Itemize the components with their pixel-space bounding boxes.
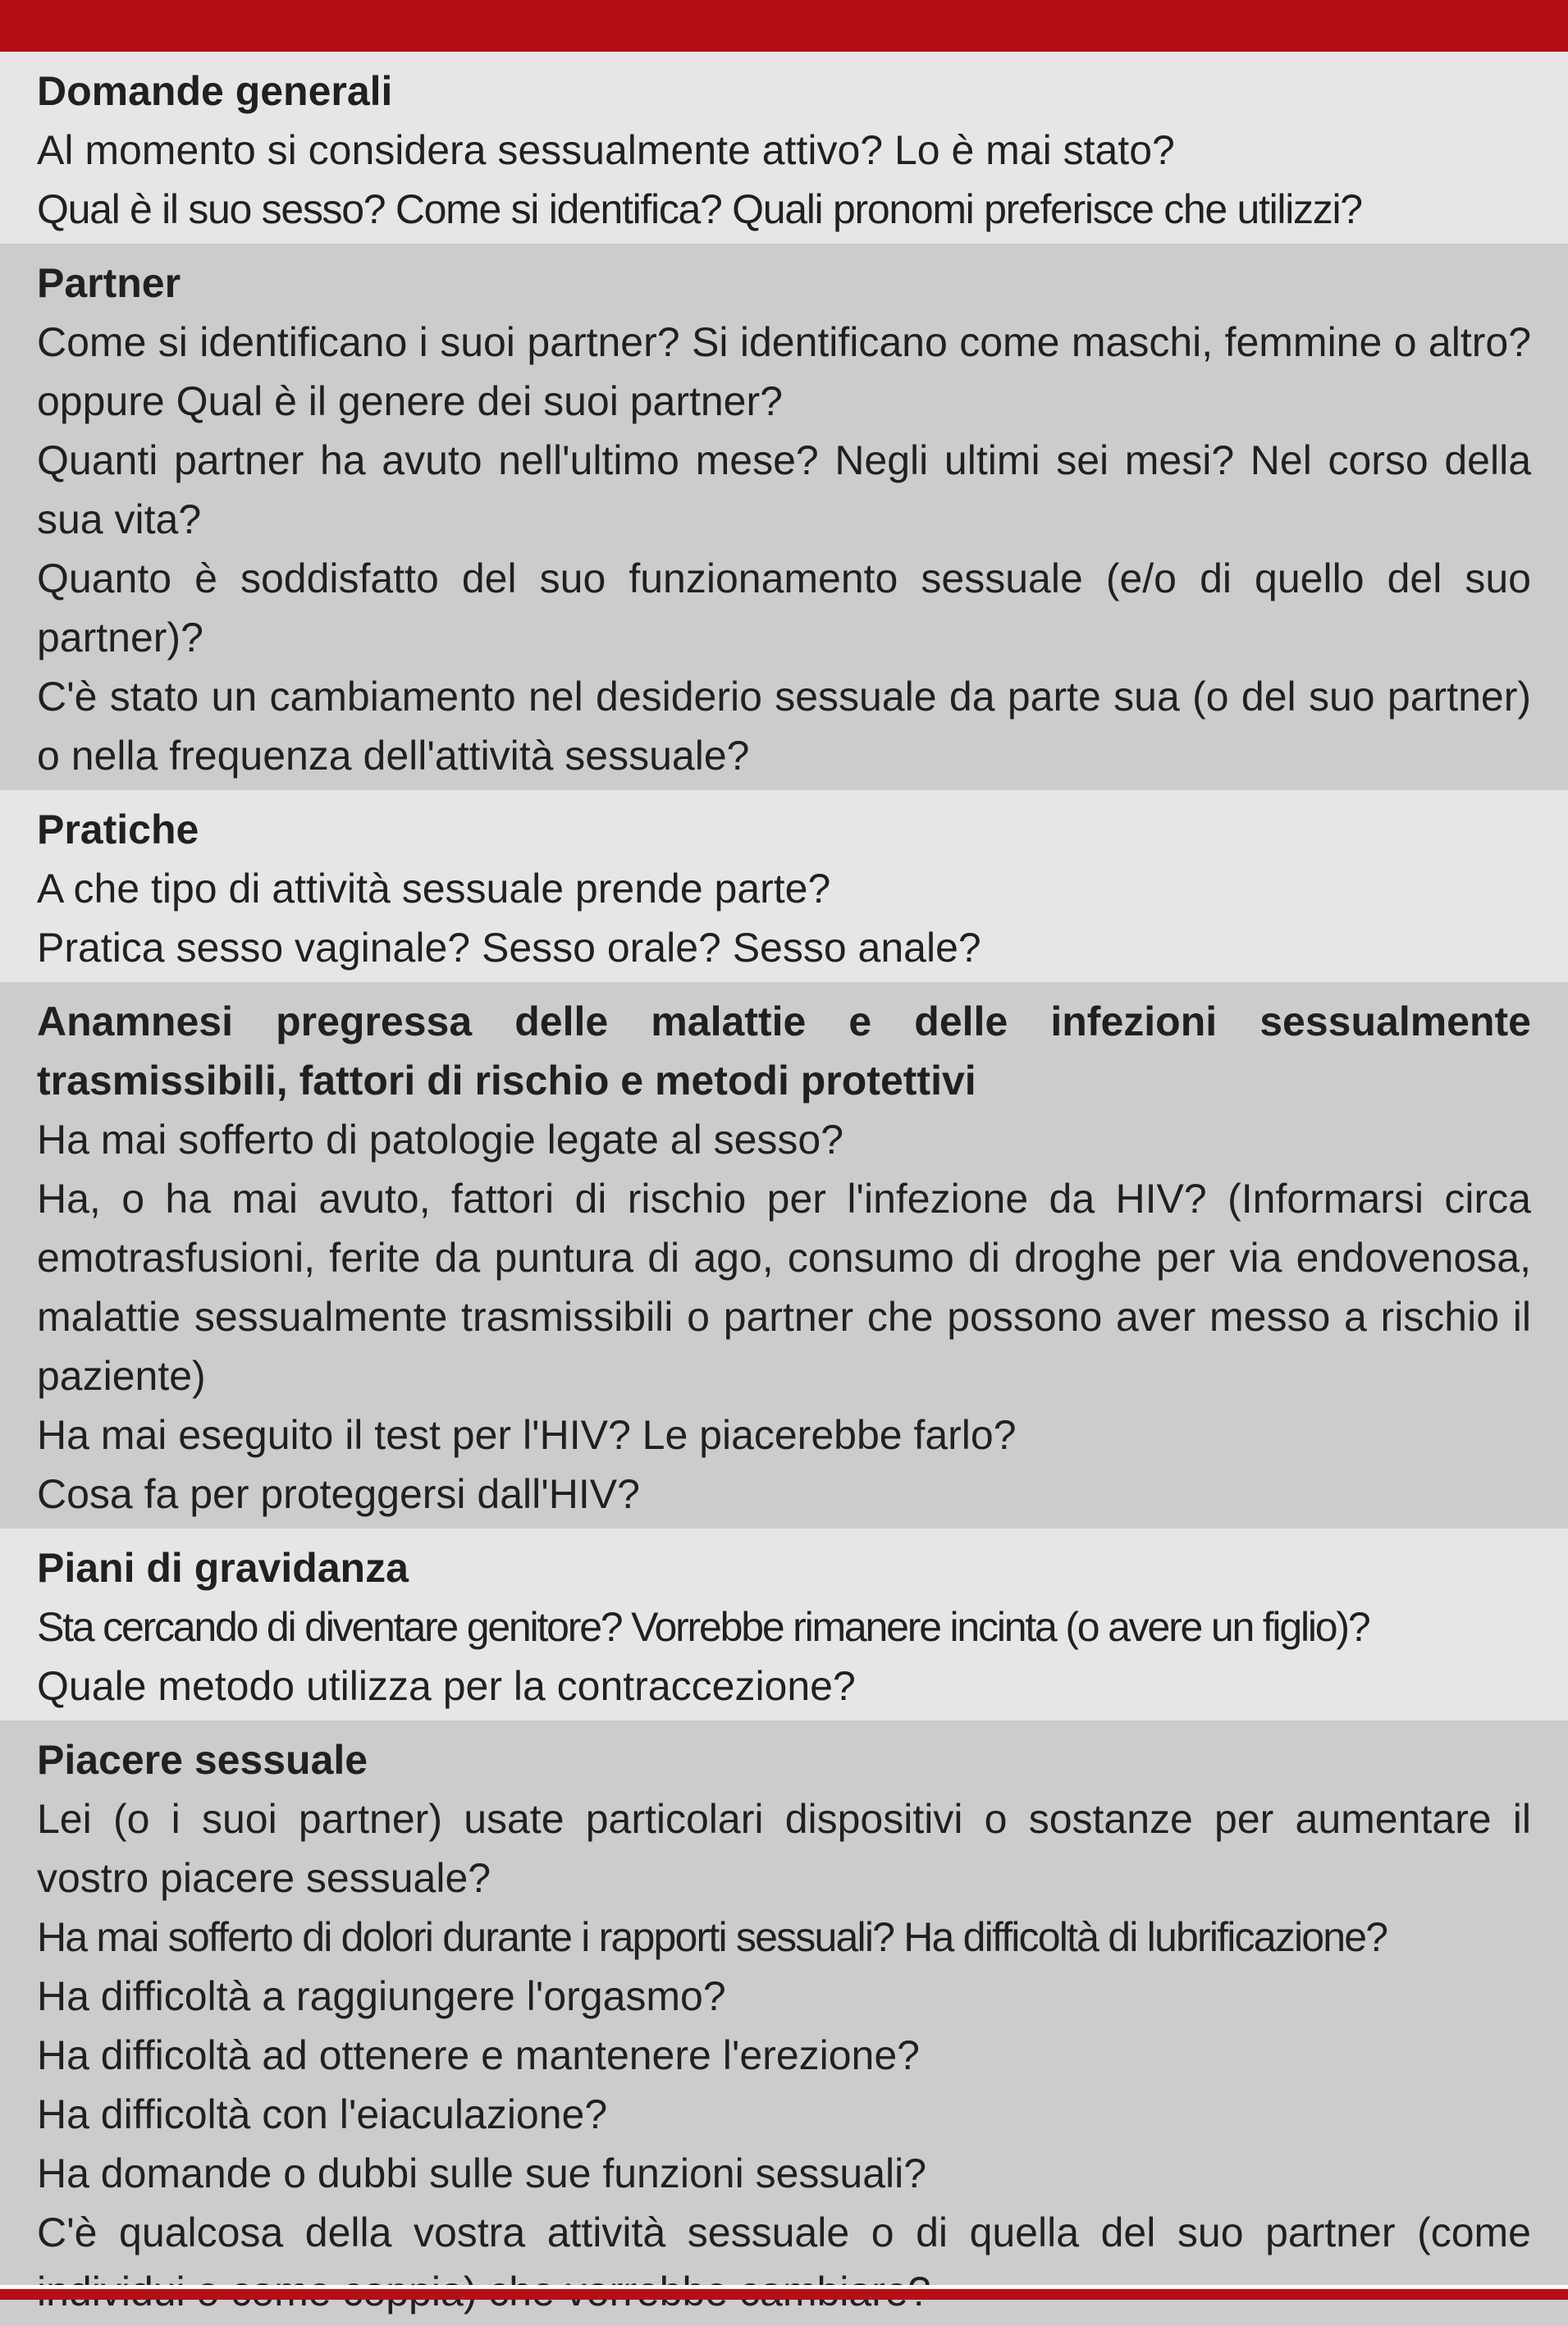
question-line: A che tipo di attività sessuale prende parte?	[37, 866, 831, 912]
question-line: C'è stato un cambiamento nel desiderio sessuale da parte sua (o del suo partner) o nella frequenza dell'attività sessuale?	[37, 674, 1531, 779]
question-line: C'è qualcosa della vostra attività sessuale o di quella del suo partner (come	[37, 2209, 1531, 2255]
question-line: Qual è il suo sesso? Come si identifica? Quali pronomi preferisce che utilizzi?	[37, 186, 1362, 232]
question-line: Ha mai eseguito il test per l'HIV? Le piacerebbe farlo?	[37, 1412, 1017, 1458]
question-line: Ha, o ha mai avuto, fattori di rischio per l'infezione da HIV? (Informarsi circa emotrasfusioni, ferite da puntura di ago, consumo di droghe per via endovenosa, malattie sessualmente trasmissibili o partner che possono aver messo a rischio il paziente)	[37, 1176, 1531, 1399]
section-title: Anamnesi pregressa delle malattie e delle infezioni sessualmente trasmissibili, fattori di rischio e metodi protettivi	[37, 998, 1531, 1104]
section-title: Pratiche	[37, 807, 199, 852]
footer-accent-bar	[0, 2289, 1568, 2300]
section-pratiche	[0, 790, 1568, 982]
question-line: Ha difficoltà con l'eiaculazione?	[37, 2091, 608, 2137]
question-line: Ha difficoltà a raggiungere l'orgasmo?	[37, 1973, 726, 2019]
section-title: Partner	[37, 260, 181, 306]
section-title: Piani di gravidanza	[37, 1545, 409, 1591]
section-title: Domande generali	[37, 68, 393, 114]
question-line: Quale metodo utilizza per la contraccezione?	[37, 1663, 856, 1709]
question-line: Sta cercando di diventare genitore? Vorrebbe rimanere incinta (o avere un figlio)?	[37, 1604, 1369, 1650]
question-line: Ha mai sofferto di patologie legate al sesso?	[37, 1117, 844, 1163]
question-line: Ha mai sofferto di dolori durante i rapporti sessuali? Ha difficoltà di lubrificazione?	[37, 1914, 1387, 1960]
sexual-history-table	[0, 52, 1568, 2326]
question-line: Come si identificano i suoi partner? Si identificano come maschi, femmine o altro? oppure Qual è il genere dei suoi partner?	[37, 319, 1531, 424]
question-line: Ha difficoltà ad ottenere e mantenere l'erezione?	[37, 2032, 920, 2078]
question-line: Ha domande o dubbi sulle sue funzioni sessuali?	[37, 2150, 927, 2196]
section-piani-gravidanza	[0, 1529, 1568, 1721]
question-line: Pratica sesso vaginale? Sesso orale? Sesso anale?	[37, 925, 981, 971]
question-line: Quanto è soddisfatto del suo funzionamento sessuale (e/o di quello del suo partner)?	[37, 555, 1531, 660]
question-line: Lei (o i suoi partner) usate particolari dispositivi o sostanze per aumentare il vostro piacere sessuale?	[37, 1796, 1531, 1901]
section-piacere-sessuale	[0, 1721, 1568, 2326]
header-accent-bar	[0, 0, 1568, 52]
question-line: Quanti partner ha avuto nell'ultimo mese? Negli ultimi sei mesi? Nel corso della sua vita?	[37, 437, 1531, 542]
section-partner	[0, 244, 1568, 790]
question-line: Al momento si considera sessualmente attivo? Lo è mai stato?	[37, 127, 1175, 173]
question-line: Cosa fa per proteggersi dall'HIV?	[37, 1471, 640, 1517]
section-title: Piacere sessuale	[37, 1737, 368, 1783]
section-domande-generali	[0, 52, 1568, 244]
section-anamnesi	[0, 982, 1568, 1529]
